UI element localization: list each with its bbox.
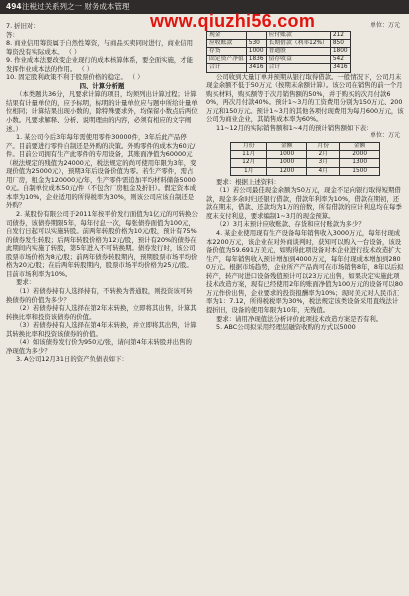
section-instructions: （本类题共36分，凡要求计算的项目，均须列出计算过程；计算结果有计量单位的，应予标明，标明的计量单位应与题中所给计量单位相同；计算结果出现小数的，除特殊要求外，均保留小数点后两位小数。凡要求解释、分析、说明理由的内容，必须有相应的文字阐述。） bbox=[6, 90, 198, 133]
column-header: 金额 bbox=[340, 142, 380, 150]
problem-4: 4. 某企业使用现有生产设备每年销售收入3000万元，每年付现成本2200万元，该企业在对外商谈判时，获知可以购入一台设备，该设备价值为59.691万美元，如购得此项设备对本企业进行技术改造扩大生产，每年销售收入预计增加到4000万元，每年付现成本增加到2800万元。根据市场趋势，企业所产产品尚可在市场销售8年，8年以后拟转产，转产时进口设备残值预计可以23万元出售，如果决定实施此项技术改造方案，现有已经使用2年的账面净值为100万元的设备可以80万元作价出售，企业要求的投资报酬率为10%；现时美元对人民币汇率为1：7.12，所得税税率为30%，税法规定该类设备采用直线法计提折旧，设备的使用年限为10年，无残值。 bbox=[206, 229, 404, 314]
table-cell: 1月 bbox=[231, 167, 267, 175]
table-cell: 应收账款 bbox=[207, 39, 247, 47]
balance-sheet-unit: 单位：万元 bbox=[369, 22, 400, 29]
table-cell: 合计 bbox=[207, 64, 247, 72]
section-heading: 四、计算分析题 bbox=[79, 81, 125, 90]
question-item: 9. 作业成本法要改变企业现行的成本核算体系，要全面实施，才能发挥作业成本法的作用。 （ ） bbox=[6, 56, 194, 73]
table-cell: 2月 bbox=[307, 151, 340, 159]
table-cell: 1500 bbox=[340, 167, 380, 175]
table-cell: 3416 bbox=[246, 64, 266, 72]
table-cell: 850 bbox=[330, 39, 350, 47]
requirement-item: 要求：请用净现值法分析评价此项技术改造方案是否有利。 bbox=[216, 314, 383, 323]
sales-table-unit: 单位：万元 bbox=[369, 132, 400, 140]
balance-sheet-table bbox=[206, 31, 351, 73]
header-title: 注税过关系列之一 财务成本管理 bbox=[22, 2, 130, 11]
left-column bbox=[6, 22, 198, 364]
requirement-item: （1）若公司最佳现金余额为50万元，现金不足向银行取得短期借款，现金多余时归还银行借款，借款年利率为10%，借款在期初，还款在期末，借款、还款均为1万的倍数，所有借款的应计利息均在每季度末支付利息，要求编制1~3月的现金预算。 bbox=[206, 186, 402, 220]
problem-5: 5. ABC公司拟采用经理层融资收购的方式以5000 bbox=[216, 323, 356, 332]
table-row bbox=[207, 47, 351, 55]
table-cell: 12月 bbox=[231, 159, 267, 167]
table-row bbox=[207, 64, 351, 72]
table-cell: 现金 bbox=[207, 31, 247, 39]
watermark-url[interactable]: www.qiuzhi56.com bbox=[150, 11, 316, 31]
table-cell: 1000 bbox=[267, 151, 307, 159]
table-cell: 3416 bbox=[330, 64, 350, 72]
table-cell: 长期借款（利率12%） bbox=[266, 39, 330, 47]
requirement-item: （1）若债券持有人选择持有，不转换为普通股，则投资该可转换债券的价值为多少？ bbox=[6, 286, 193, 304]
table-cell: 普通股 bbox=[266, 47, 330, 55]
right-column bbox=[206, 22, 404, 332]
requirement-item: （3）若债券持有人选择在第4年末转换，并立即将其出售，计算其转换比率和投资该债券的价值。 bbox=[6, 321, 197, 338]
table-cell: 542 bbox=[330, 56, 350, 64]
requirement-label: 要求： bbox=[16, 278, 36, 287]
table-cell: 应付账款 bbox=[266, 31, 330, 39]
table-cell: 212 bbox=[330, 31, 350, 39]
page-number: 494 bbox=[6, 2, 22, 11]
table-row bbox=[231, 151, 380, 159]
table-cell: 合计 bbox=[266, 64, 330, 72]
table-cell: 4月 bbox=[307, 167, 340, 175]
column-header: 月份 bbox=[307, 142, 340, 150]
table-cell: 1800 bbox=[330, 47, 350, 55]
table-cell: 11月 bbox=[231, 151, 267, 159]
sales-intro: 11~12月的实际销售额和1~4月的预计销售额如下表： bbox=[216, 123, 373, 132]
requirement-item: （2）3月末预计应收账款、存货和应付账款为多少？ bbox=[216, 220, 365, 229]
table-row bbox=[231, 167, 380, 175]
sales-table bbox=[230, 142, 380, 176]
table-cell: 固定资产净值 bbox=[207, 56, 247, 64]
table-cell: 1000 bbox=[267, 159, 307, 167]
table-row bbox=[207, 31, 351, 39]
table-cell: 3月 bbox=[307, 159, 340, 167]
table-cell: 1300 bbox=[340, 159, 380, 167]
table-cell: 留存收益 bbox=[266, 56, 330, 64]
requirement-item: （2）若债券持有人选择在第2年末转换，立即将其出售，计算其转换比率和投资该债券的价值。 bbox=[6, 304, 197, 321]
problem-3: 3. A公司12月31日的资产负债表如下： bbox=[16, 355, 128, 364]
table-row bbox=[231, 159, 380, 167]
table-cell: 2000 bbox=[340, 151, 380, 159]
requirement-item: （4）如该债券发行价为950元/张，请问第4年末转股并出售的净现值为多少？ bbox=[6, 338, 192, 355]
question-item: 8. 商业信用筹资属于自然性筹资，与商品买卖同时进行，商业信用筹资没有实际成本。 （ ） bbox=[6, 39, 194, 56]
table-row bbox=[207, 56, 351, 64]
answer-line: 答： bbox=[6, 30, 19, 39]
problem-1: 1. 某公司今后3年每年需使用零件30000件，3年后此产品停产。目前要进行零件自制还是外购的决策。外购零件的成本为60元/件。目前公司拥有生产此零件的专用设备，其账面净值为60000元（税法规定的残值为24000元，税法规定的尚可使用年限为3年，变现价值为25000元），预期3年后设备价值为零。若生产零件，需占用厂房，租金为120000元/年，生产零件需追加平均材料储备50000元。自制单位成本50元/件（不包含厂房租金及折旧）。假定资本成本率为10%，企业适用的所得税率为30%，则该公司应该自制还是外购？ bbox=[6, 133, 197, 210]
question-item: 10. 固定股利政策不利于股票价格的稳定。 （ ） bbox=[6, 73, 144, 82]
table-header-row bbox=[231, 142, 380, 150]
table-cell: 530 bbox=[246, 39, 266, 47]
table-cell bbox=[246, 31, 266, 39]
column-header: 月份 bbox=[231, 142, 267, 150]
requirement-label: 要求：根据上述资料： bbox=[216, 177, 280, 186]
table-cell: 1200 bbox=[267, 167, 307, 175]
table-cell: 1000 bbox=[246, 47, 266, 55]
table-row bbox=[207, 39, 351, 47]
problem-3-text: 公司收到大量订单并预期从银行取得借款。一般情况下，公司月末现金余额不低于50万元（按期末余额计算）。该公司在销售的前一个月购买材料，购买额等于次月销售额的50%，并于购买的次月付款60%，再次月付款40%。预计1~3月的工资费用分别为150万元、200万元和150万元。预计1~3月的其他各项付现费用为每月600万元，该公司为商业企业，其销售成本率为60%。 bbox=[206, 72, 404, 124]
column-header: 金额 bbox=[267, 142, 307, 150]
problem-2: 2. 某股份有限公司于2011年按平价发行面值为1亿元的可转换公司债券，该债券期限5年，每年付息一次，每张债券面值为100元，自发行日起可以实施转股。前两年转股价格为10元/股，预计有75%的债券发生转股；后两年转股价格为12元/股，预计有20%的债券在此期间内实施了转股，第5年进入不可转换期。债券发行时，该公司股票市场价格为8元/股；前两年债券转股期内，预期股票市场平均价格为20元/股；在后两年转股期内，股票市场平均价格为25元/股。目前市场利率为10%。 bbox=[6, 210, 198, 278]
table-cell: 1836 bbox=[246, 56, 266, 64]
table-cell: 存货 bbox=[207, 47, 247, 55]
answer-line: 7. 折旧对： bbox=[6, 22, 40, 30]
